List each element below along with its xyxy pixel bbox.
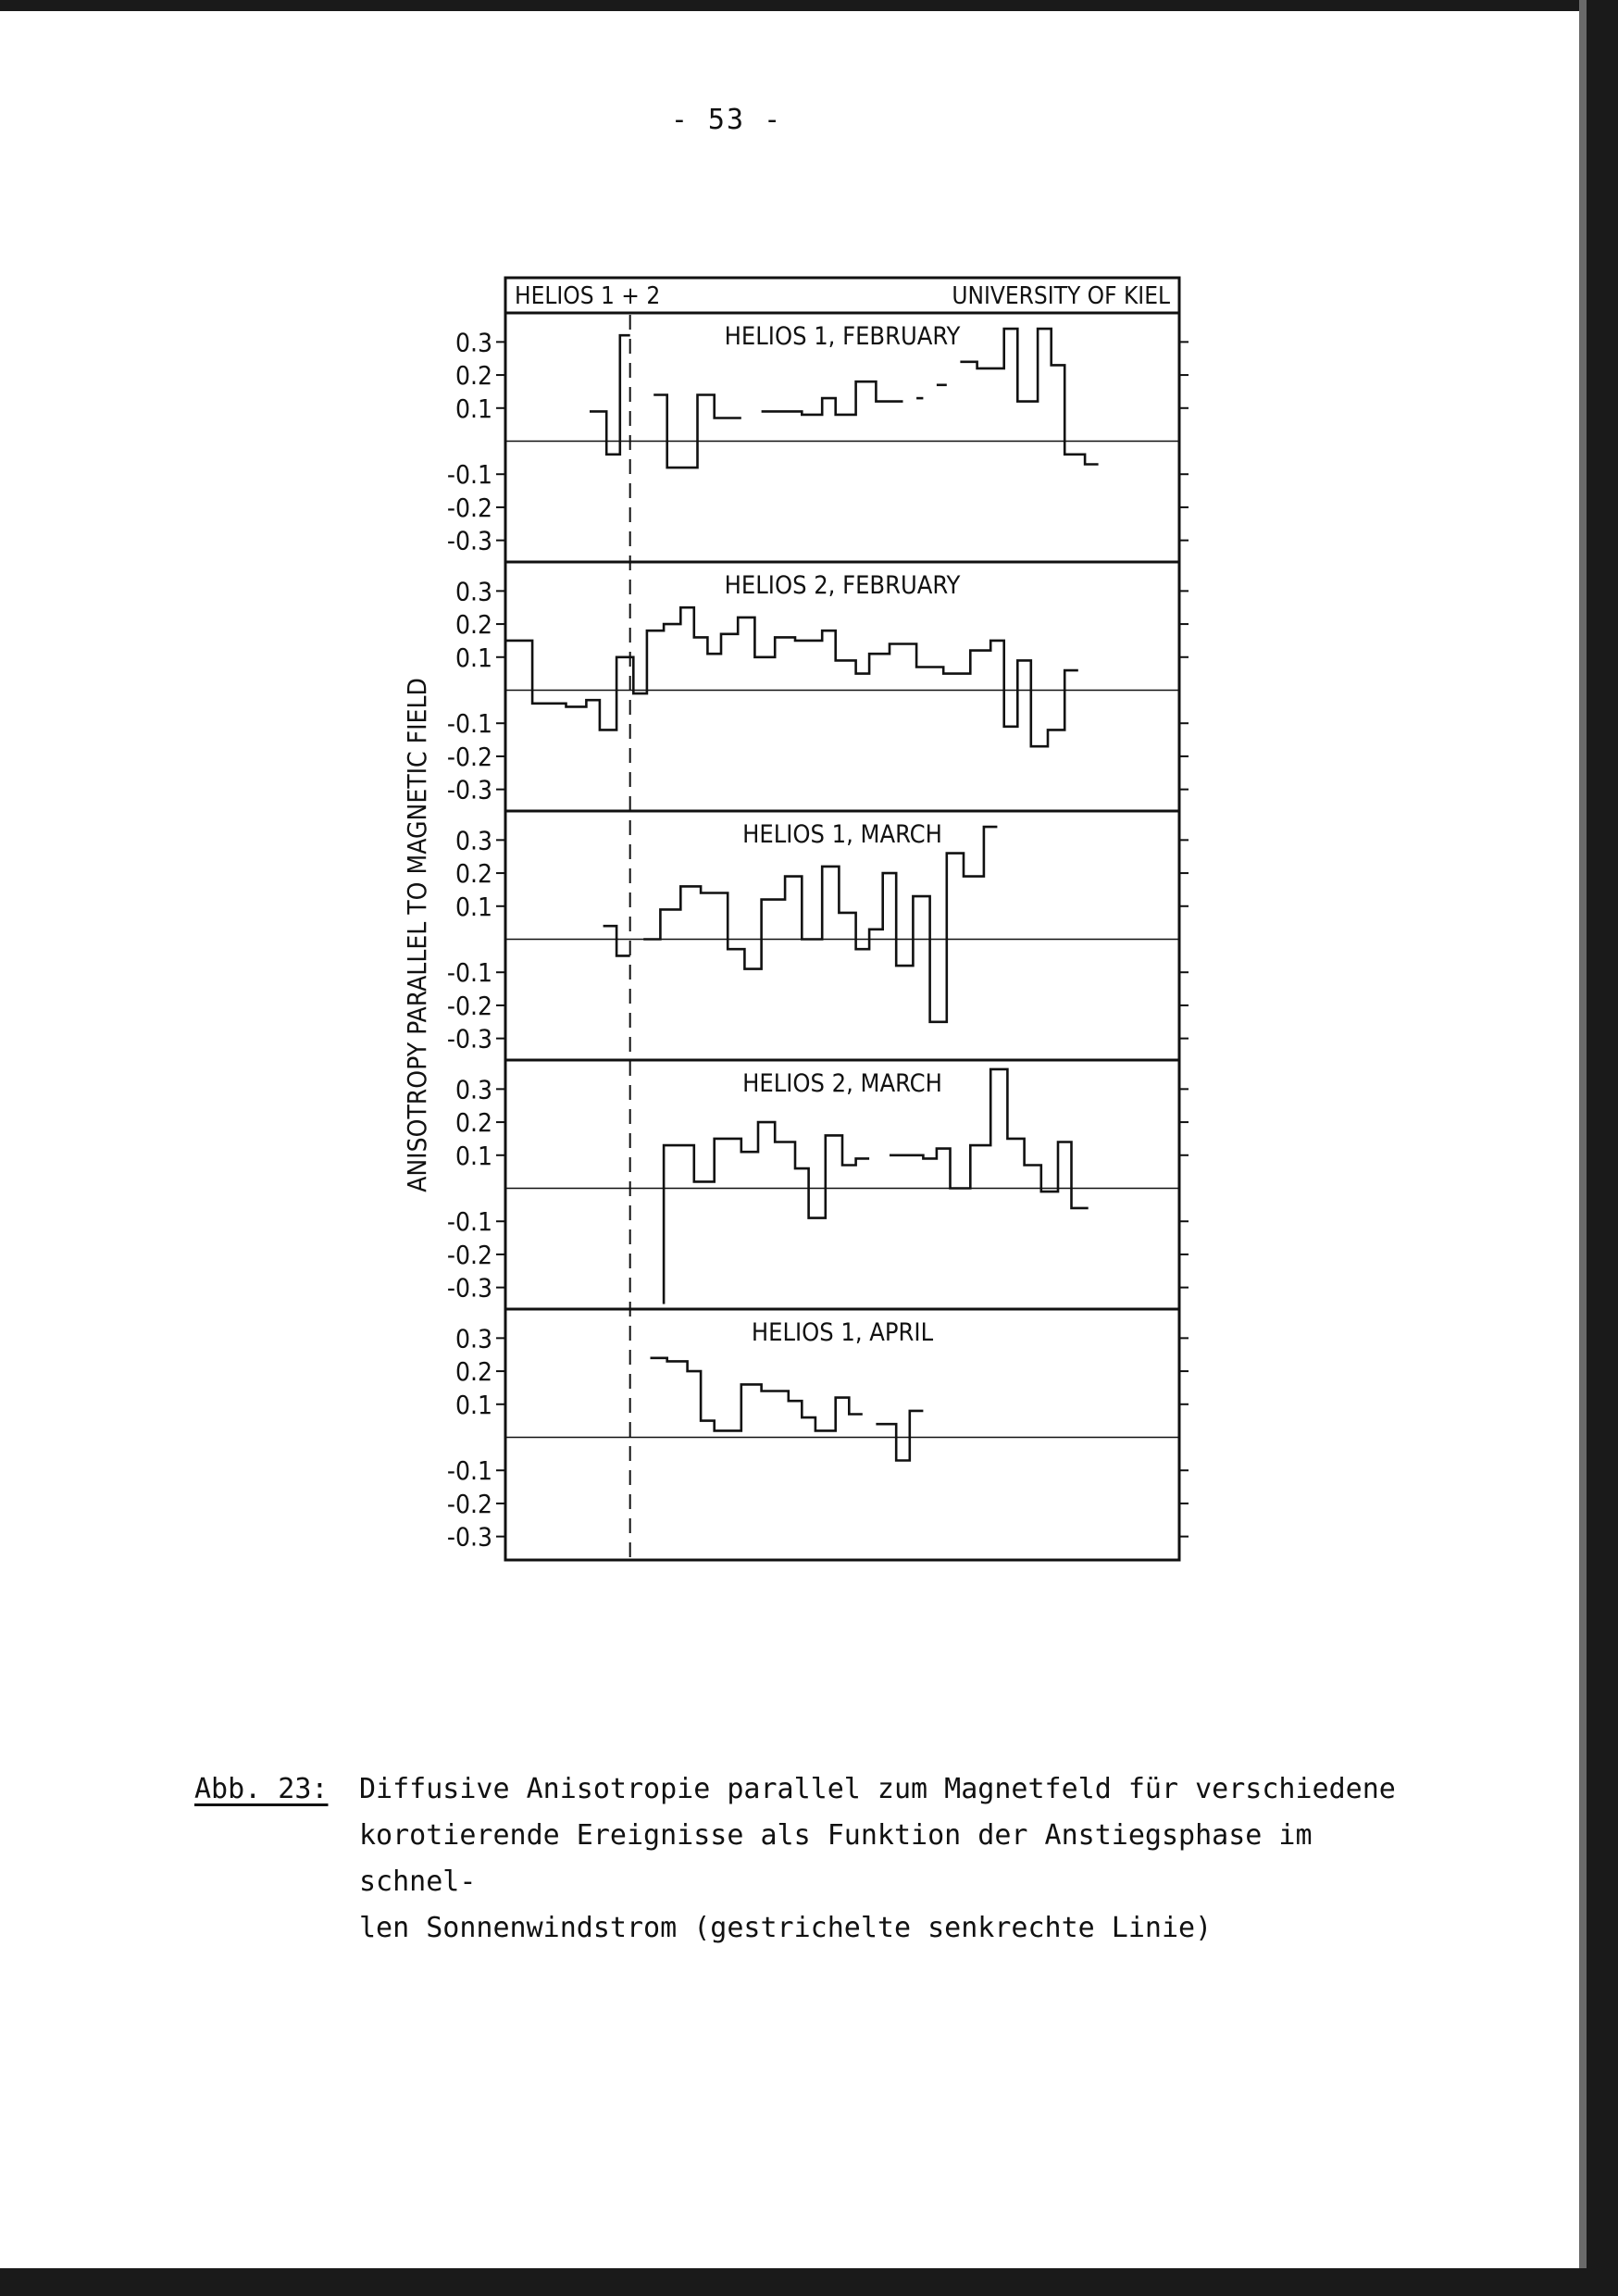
y-tick-label: 0.1 [454,1140,492,1171]
y-tick-label: -0.3 [446,525,492,556]
scanner-border-bottom [0,2268,1618,2296]
panels-group [447,322,1189,1553]
y-tick-label: -0.3 [446,774,492,805]
series-line [876,1411,923,1461]
y-axis-label: ANISOTROPY PARALLEL TO MAGNETIC FIELD [402,678,432,1192]
series-line [651,1358,863,1431]
y-tick-label: 0.2 [454,1107,492,1139]
y-tick-label: 0.3 [454,1074,492,1105]
series-line [664,1122,869,1304]
caption-label: Abb. 23: [194,1773,329,1805]
y-tick-label: 0.2 [454,1356,492,1388]
y-tick-label: -0.3 [446,1272,492,1304]
y-tick-label: -0.2 [446,1488,492,1519]
y-tick-label: 0.3 [454,825,492,856]
panel-title: HELIOS 1, FEBRUARY [724,322,961,351]
y-tick-label: -0.2 [446,492,492,523]
y-tick-label: 0.1 [454,891,492,922]
y-tick-label: 0.3 [454,327,492,358]
y-tick-label: -0.3 [446,1023,492,1054]
page-number: - 53 - [670,104,783,136]
series-line [604,926,630,955]
y-tick-label: -0.1 [446,957,492,989]
y-tick-label: -0.3 [446,1521,492,1553]
y-tick-label: -0.1 [446,1455,492,1487]
panel-title: HELIOS 2, MARCH [742,1069,942,1098]
y-tick-label: 0.3 [454,1323,492,1354]
y-tick-label: 0.2 [454,858,492,890]
y-tick-label: 0.1 [454,1389,492,1420]
y-tick-label: 0.1 [454,393,492,424]
y-tick-label: 0.3 [454,576,492,607]
series-line [590,335,630,455]
series-line [505,607,1078,746]
y-tick-label: -0.2 [446,1239,492,1270]
y-tick-label: -0.1 [446,459,492,491]
y-tick-label: -0.2 [446,990,492,1021]
y-tick-label: 0.1 [454,642,492,673]
panel-title: HELIOS 2, FEBRUARY [724,571,961,600]
panel-title: HELIOS 1, APRIL [751,1318,934,1347]
header-left: HELIOS 1 + 2 [515,282,661,310]
series-line [762,381,903,415]
y-tick-label: 0.2 [454,360,492,392]
y-tick-label: 0.2 [454,609,492,641]
caption-text: Diffusive Anisotropie parallel zum Magnetfeld für verschiedene korotierende Ereignisse als Funktion der Anstiegsphase im schnel- len Sonnenwindstrom (gestrichelte senkrechte Linie) [359,1773,1396,1944]
series-line [643,827,997,1022]
figure-frame [505,278,1179,1560]
y-tick-label: -0.2 [446,741,492,772]
series-line [960,329,1098,464]
header-right: UNIVERSITY OF KIEL [952,282,1170,310]
y-tick-label: -0.1 [446,708,492,740]
y-tick-label: -0.1 [446,1206,492,1238]
series-line [653,395,741,468]
panel-title: HELIOS 1, MARCH [742,820,942,849]
